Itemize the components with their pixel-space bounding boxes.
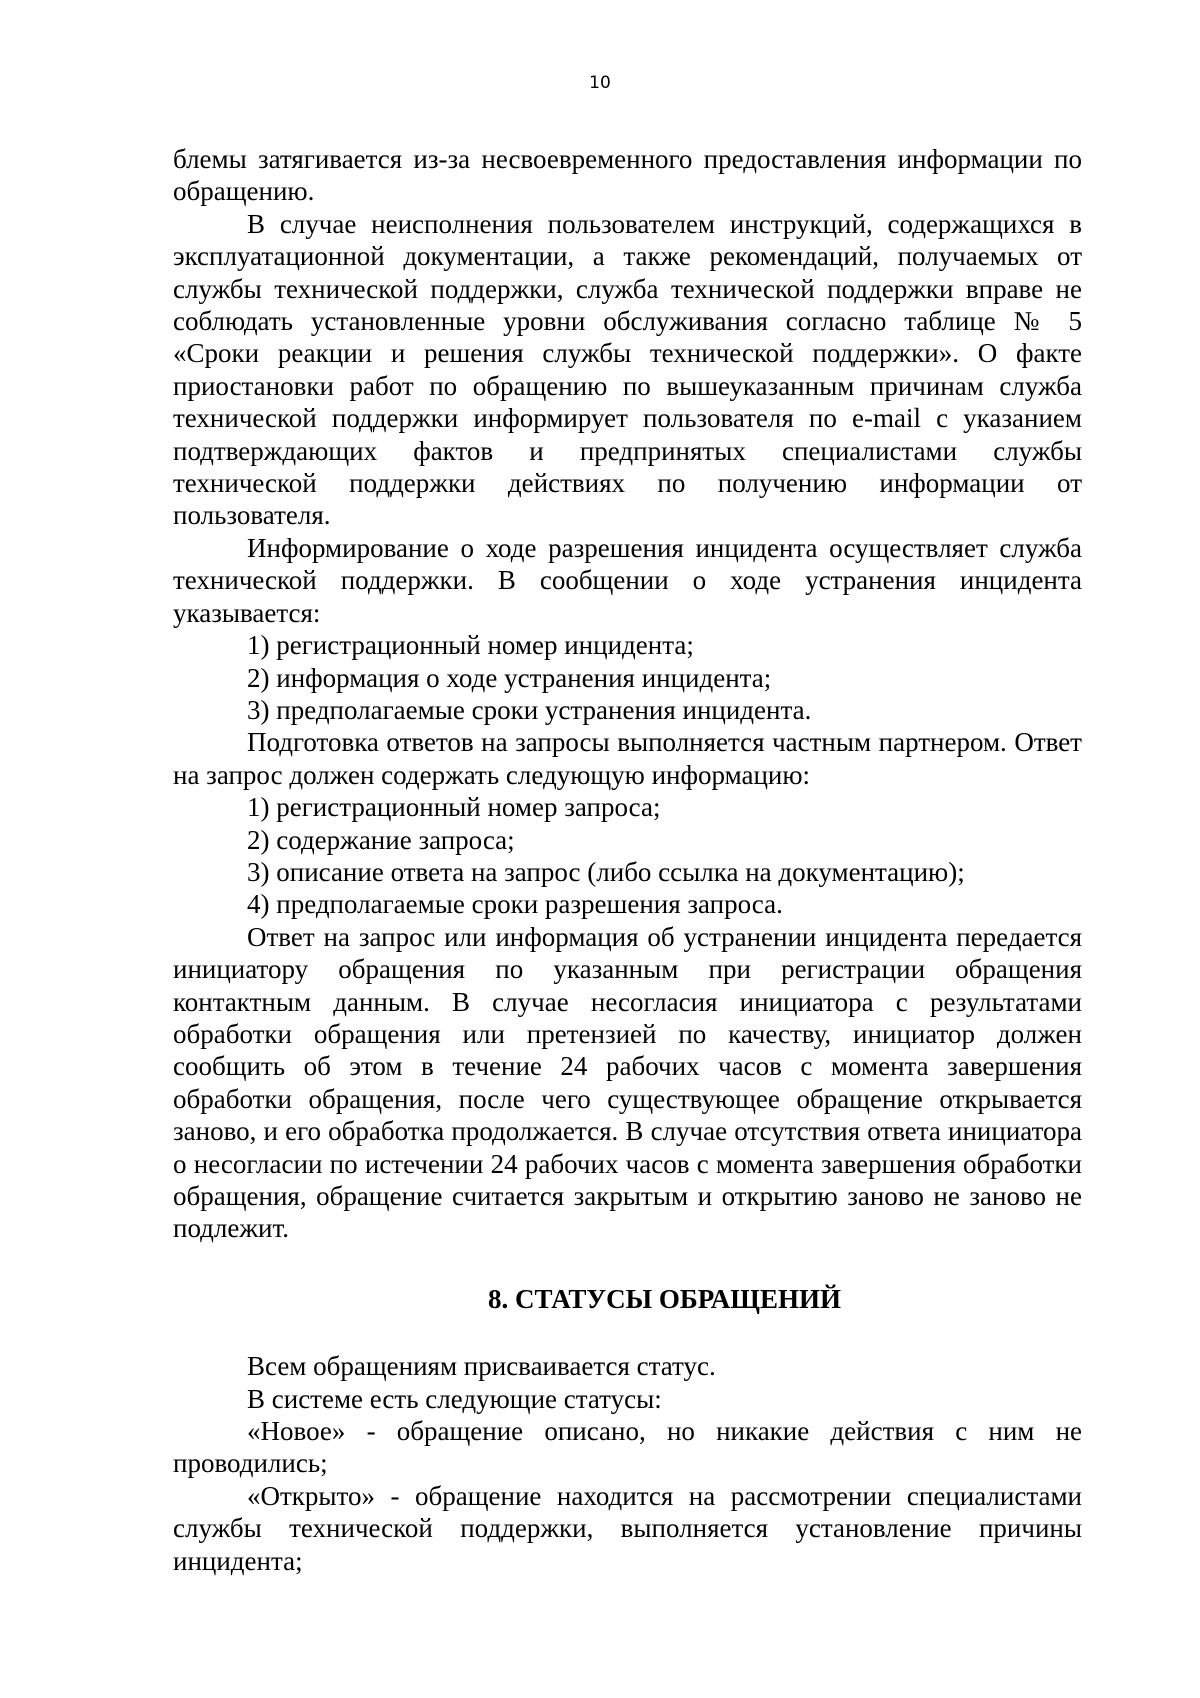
paragraph: Всем обращениям присваивается статус. <box>247 1351 716 1382</box>
status-definition: «Новое» - обращение описано, но никакие действия с ним не проводились; <box>173 1416 1082 1479</box>
paragraph: В системе есть следующие статусы: <box>247 1383 662 1414</box>
paragraph: Информирование о ходе разрешения инцидента осуществляет служба технической поддержки. В сообщении о ходе устранения инцидента указывается: <box>173 532 1082 628</box>
page-number: 10 <box>589 73 611 93</box>
list-item: 3) предполагаемые сроки устранения инцидента. <box>247 694 812 725</box>
section-heading: 8. СТАТУСЫ ОБРАЩЕНИЙ <box>488 1283 841 1314</box>
status-definition: «Открыто» - обращение находится на рассмотрении специалистами службы технической поддержки, выполняется установление причины инцидента; <box>173 1480 1082 1576</box>
list-item: 1) регистрационный номер инцидента; <box>247 630 694 661</box>
document-body <box>173 143 1082 1577</box>
list-item: 2) информация о ходе устранения инцидента; <box>247 662 772 693</box>
list-item: 4) предполагаемые сроки разрешения запроса. <box>247 889 783 920</box>
list-item: 3) описание ответа на запрос (либо ссылка на документацию); <box>247 856 965 887</box>
paragraph: Ответ на запрос или информация об устранении инцидента передается инициатору обращения по указанным при регистрации обращения контактным данным. В случае несогласия инициатора с результатами обработки обращения или претензией по качеству, инициатор должен сообщить об этом в течение 24 рабочих часов с момента завершения обработки обращения, после чего существующее обращение открывается заново, и его обработка продолжается. В случае отсутствия ответа инициатора о несогласии по истечении 24 рабочих часов с момента завершения обработки обращения, обращение считается закрытым и открытию заново не заново не подлежит. <box>173 921 1082 1244</box>
paragraph: Подготовка ответов на запросы выполняется частным партнером. Ответ на запрос должен содержать следующую информацию: <box>173 727 1082 790</box>
paragraph: В случае неисполнения пользователем инструкций, содержащихся в эксплуатационной документации, а также рекомендаций, получаемых от службы технической поддержки, служба технической поддержки вправе не соблюдать установленные уровни обслуживания согласно таблице № 5 «Сроки реакции и решения службы технической поддержки». О факте приостановки работ по обращению по вышеуказанным причинам служба технической поддержки информирует пользователя по e-mail с указанием подтверждающих фактов и предпринятых специалистами службы технической поддержки действиях по получению информации от пользователя. <box>173 208 1082 531</box>
list-item: 1) регистрационный номер запроса; <box>247 792 661 823</box>
paragraph: блемы затягивается из-за несвоевременного предоставления информации по обращению. <box>173 144 1082 207</box>
list-item: 2) содержание запроса; <box>247 824 515 855</box>
